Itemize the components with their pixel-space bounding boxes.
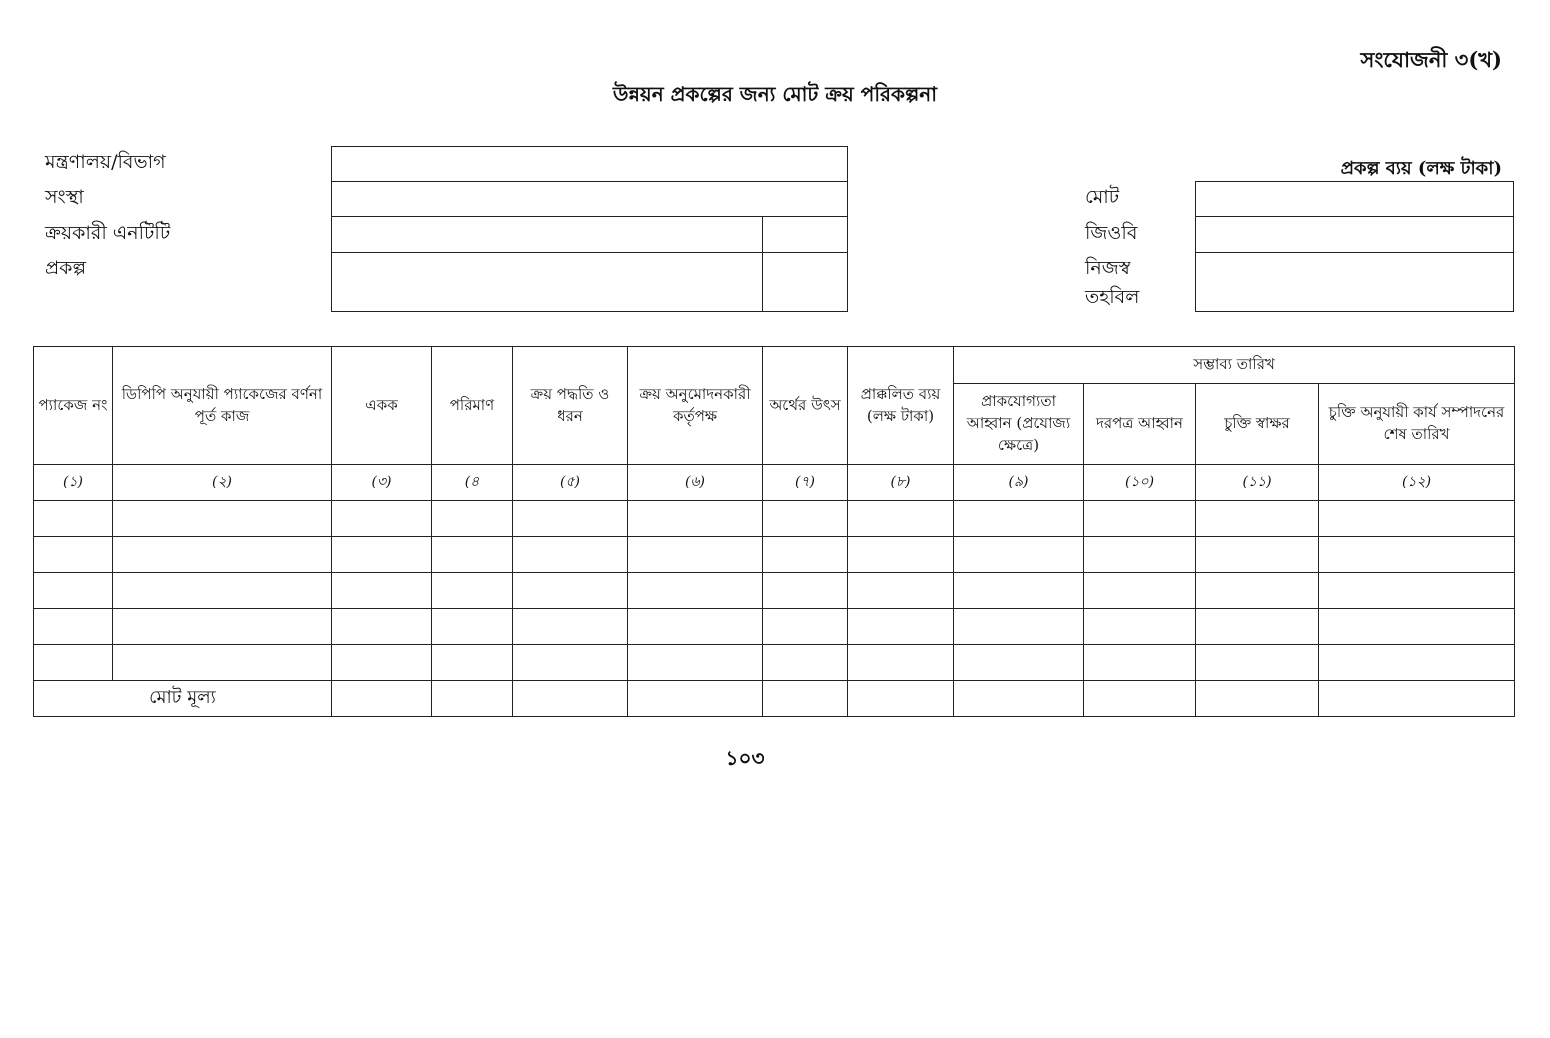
table-cell[interactable]	[848, 645, 954, 681]
agency-label: সংস্থা	[45, 186, 84, 208]
col-number: (৯)	[954, 465, 1084, 501]
table-cell[interactable]	[1084, 681, 1196, 717]
table-cell[interactable]	[432, 573, 513, 609]
ministry-label: মন্ত্রণালয়/বিভাগ	[45, 151, 166, 173]
table-cell[interactable]	[34, 645, 113, 681]
procurement-plan-table	[33, 346, 1515, 717]
col-number: (৩)	[332, 465, 432, 501]
table-cell[interactable]	[513, 501, 628, 537]
total-value-label: মোট মূল্য	[34, 681, 332, 717]
table-cell[interactable]	[848, 609, 954, 645]
table-cell[interactable]	[1084, 501, 1196, 537]
col-package-description: ডিপিপি অনুযায়ী প্যাকেজের বর্ণনা পূর্ত কাজ	[113, 347, 332, 465]
col-prequalification: প্রাকযোগ্যতা আহ্বান (প্রযোজ্য ক্ষেত্রে)	[954, 384, 1084, 465]
col-contract-signing: চুক্তি স্বাক্ষর	[1196, 384, 1319, 465]
table-cell[interactable]	[1196, 501, 1319, 537]
table-cell[interactable]	[513, 573, 628, 609]
table-cell[interactable]	[954, 609, 1084, 645]
table-cell[interactable]	[1084, 609, 1196, 645]
table-cell[interactable]	[954, 537, 1084, 573]
col-number: (৬)	[628, 465, 763, 501]
table-cell[interactable]	[113, 645, 332, 681]
table-cell[interactable]	[763, 573, 848, 609]
table-cell[interactable]	[1319, 501, 1515, 537]
col-number: (১০)	[1084, 465, 1196, 501]
procuring-entity-label: ক্রয়কারী এনটিটি	[45, 222, 171, 244]
col-package-no: প্যাকেজ নং	[34, 347, 113, 465]
col-number: (৪	[432, 465, 513, 501]
table-cell[interactable]	[848, 681, 954, 717]
col-number: (১)	[34, 465, 113, 501]
table-cell[interactable]	[513, 609, 628, 645]
col-procurement-method: ক্রয় পদ্ধতি ও ধরন	[513, 347, 628, 465]
table-cell[interactable]	[848, 573, 954, 609]
table-cell[interactable]	[1084, 645, 1196, 681]
project-field[interactable]	[331, 252, 763, 312]
col-number: (১২)	[1319, 465, 1515, 501]
table-cell[interactable]	[1084, 537, 1196, 573]
table-cell[interactable]	[332, 573, 432, 609]
cost-total-field[interactable]	[1195, 181, 1514, 217]
table-cell[interactable]	[1319, 573, 1515, 609]
table-cell[interactable]	[1196, 681, 1319, 717]
page-title: উন্নয়ন প্রকল্পের জন্য মোট ক্রয় পরিকল্পনা	[612, 82, 938, 106]
table-cell[interactable]	[954, 681, 1084, 717]
table-cell[interactable]	[628, 681, 763, 717]
project-cost-caption: প্রকল্প ব্যয় (লক্ষ টাকা)	[1340, 158, 1502, 179]
table-cell[interactable]	[113, 609, 332, 645]
col-group-probable-dates: সম্ভাব্য তারিখ	[954, 347, 1515, 384]
total-row	[34, 681, 1515, 717]
table-cell[interactable]	[332, 645, 432, 681]
table-cell[interactable]	[954, 573, 1084, 609]
table-cell[interactable]	[628, 537, 763, 573]
table-cell[interactable]	[628, 573, 763, 609]
table-cell[interactable]	[432, 501, 513, 537]
table-cell[interactable]	[113, 501, 332, 537]
col-number: (৫)	[513, 465, 628, 501]
table-cell[interactable]	[628, 645, 763, 681]
col-number: (৭)	[763, 465, 848, 501]
table-cell[interactable]	[332, 501, 432, 537]
table-cell[interactable]	[628, 609, 763, 645]
procuring-entity-field[interactable]	[331, 216, 763, 253]
table-cell[interactable]	[763, 501, 848, 537]
table-cell[interactable]	[432, 681, 513, 717]
cost-own-fund-label-line1: নিজস্ব	[1085, 257, 1131, 279]
col-source-of-funds: অর্থের উৎস	[763, 347, 848, 465]
project-code-field[interactable]	[762, 252, 848, 312]
table-cell[interactable]	[628, 501, 763, 537]
col-number: (৮)	[848, 465, 954, 501]
table-cell[interactable]	[332, 681, 432, 717]
table-cell[interactable]	[763, 681, 848, 717]
table-cell[interactable]	[332, 609, 432, 645]
table-cell[interactable]	[513, 645, 628, 681]
cost-gob-label: জিওবি	[1085, 222, 1138, 244]
table-cell[interactable]	[1319, 609, 1515, 645]
cost-own-fund-label-line2: তহবিল	[1085, 286, 1140, 308]
table-cell[interactable]	[763, 537, 848, 573]
col-number: (১১)	[1196, 465, 1319, 501]
table-cell[interactable]	[1319, 537, 1515, 573]
table-row	[34, 573, 1515, 609]
table-cell[interactable]	[763, 609, 848, 645]
table-cell[interactable]	[763, 645, 848, 681]
table-cell[interactable]	[1196, 573, 1319, 609]
cost-gob-field[interactable]	[1195, 216, 1514, 253]
table-cell[interactable]	[848, 537, 954, 573]
cost-own-fund-field[interactable]	[1195, 252, 1514, 312]
table-cell[interactable]	[34, 573, 113, 609]
agency-field[interactable]	[331, 181, 848, 217]
col-number: (২)	[113, 465, 332, 501]
cost-total-label: মোট	[1085, 186, 1120, 208]
col-unit: একক	[332, 347, 432, 465]
table-cell[interactable]	[34, 537, 113, 573]
table-row	[34, 537, 1515, 573]
table-cell[interactable]	[34, 609, 113, 645]
annex-label: সংযোজনী ৩(খ)	[1360, 47, 1502, 72]
table-cell[interactable]	[1319, 645, 1515, 681]
table-cell[interactable]	[954, 501, 1084, 537]
table-cell[interactable]	[1319, 681, 1515, 717]
table-cell[interactable]	[1196, 609, 1319, 645]
table-cell[interactable]	[432, 645, 513, 681]
table-cell[interactable]	[1196, 537, 1319, 573]
table-cell[interactable]	[954, 645, 1084, 681]
table-cell[interactable]	[113, 537, 332, 573]
table-cell[interactable]	[513, 537, 628, 573]
table-row	[34, 609, 1515, 645]
table-cell[interactable]	[34, 501, 113, 537]
table-row	[34, 645, 1515, 681]
procuring-entity-code-field[interactable]	[762, 216, 848, 253]
table-cell[interactable]	[848, 501, 954, 537]
col-tender-invitation: দরপত্র আহ্বান	[1084, 384, 1196, 465]
table-cell[interactable]	[1084, 573, 1196, 609]
table-cell[interactable]	[513, 681, 628, 717]
table-cell[interactable]	[1196, 645, 1319, 681]
table-row	[34, 501, 1515, 537]
page-number: ১০৩	[725, 746, 765, 770]
table-cell[interactable]	[332, 537, 432, 573]
table-cell[interactable]	[432, 537, 513, 573]
col-approving-authority: ক্রয় অনুমোদনকারী কর্তৃপক্ষ	[628, 347, 763, 465]
project-label: প্রকল্প	[45, 257, 87, 279]
col-estimated-cost: প্রাক্কলিত ব্যয় (লক্ষ টাকা)	[848, 347, 954, 465]
col-quantity: পরিমাণ	[432, 347, 513, 465]
table-cell[interactable]	[432, 609, 513, 645]
ministry-field[interactable]	[331, 146, 848, 182]
col-completion-date: চুক্তি অনুযায়ী কার্য সম্পাদনের শেষ তারিখ	[1319, 384, 1515, 465]
table-cell[interactable]	[113, 573, 332, 609]
